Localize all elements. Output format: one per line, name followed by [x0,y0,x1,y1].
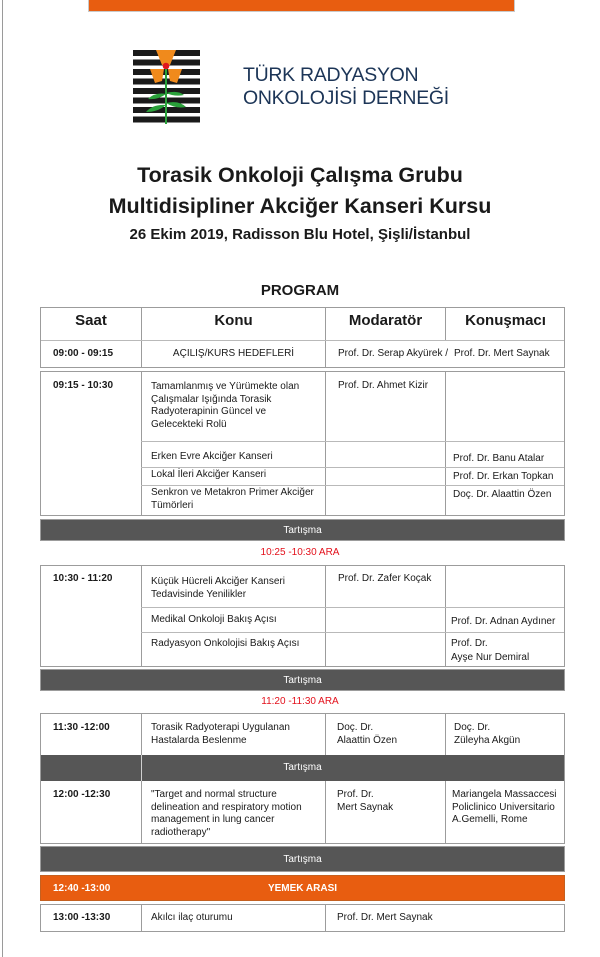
session-time: 10:30 - 11:20 [53,573,113,584]
session-moderator-line1: Prof. Dr. [337,789,374,800]
session-time: 12:00 -12:30 [53,789,111,800]
session-moderator: Prof. Dr. Zafer Koçak [338,573,432,584]
session-topic: Küçük Hücreli Akciğer Kanseri Tedavisinde Yenilikler [151,576,285,600]
page-border [2,0,3,957]
session-time: 09:00 - 09:15 [53,348,114,359]
program-heading: PROGRAM [260,282,340,299]
top-accent-bar [88,0,515,12]
session-topic: Akılcı ilaç oturumu [151,912,233,923]
break-label: 11:20 -11:30 ARA [261,696,339,707]
session-moderator: Prof. Dr. Serap Akyürek / [338,348,449,359]
session-speaker-line1: Mariangela Massaccesi [452,789,557,800]
break-label: 10:25 -10:30 ARA [260,547,340,558]
session-time: 09:15 - 10:30 [53,380,114,391]
discussion-band: Tartışma [40,669,565,691]
discussion-band: Tartışma [40,846,565,872]
session-topic: Erken Evre Akciğer Kanseri [151,451,273,462]
session-speaker-line3: A.Gemelli, Rome [452,814,528,825]
session-moderator: Prof. Dr. Ahmet Kizir [338,380,429,391]
session-moderator: Prof. Dr. Mert Saynak [337,912,433,923]
session-block-3 [40,565,565,667]
event-date-venue: 26 Ekim 2019, Radisson Blu Hotel, Şişli/İstanbul [129,226,471,243]
header-speaker: Konuşmacı [465,312,546,329]
header-topic: Konu [214,312,253,329]
title-line2: Multidisipliner Akciğer Kanseri Kursu [108,194,492,218]
session-time: 13:00 -13:30 [53,912,111,923]
session-speaker: Prof. Dr. Adnan Aydıner [451,616,556,627]
session-time: 11:30 -12:00 [53,722,110,733]
lunch-label: YEMEK ARASI [267,883,338,894]
header-time: Saat [75,312,107,329]
discussion-band: Tartışma [40,519,565,541]
org-name-line1: TÜRK RADYASYON [243,64,419,86]
session-block-4 [40,713,565,844]
lunch-band [40,875,565,901]
session-speaker-line2: Züleyha Akgün [454,734,521,746]
org-name-line2: ONKOLOJİSİ DERNEĞİ [243,87,449,109]
session-moderator-line2: Alaattin Özen [337,734,398,746]
session-topic: Senkron ve Metakron Primer Akciğer Tümörleri [151,487,314,511]
session-speaker: Prof. Dr. Mert Saynak [454,348,550,359]
title-line1: Torasik Onkoloji Çalışma Grubu [137,163,463,187]
session-topic: Tamamlanmış ve Yürümekte olan Çalışmalar Işığında Torasik Radyoterapinin Güncel ve Gelecekteki Rolü [151,381,300,430]
session-speaker-line1: Prof. Dr. [451,638,488,649]
table-header-block [40,307,565,368]
trod-logo-icon [133,50,200,125]
session-speaker: Prof. Dr. Banu Atalar [453,453,545,464]
session-speaker-line2: Ayşe Nur Demiral [451,652,530,663]
session-speaker: Prof. Dr. Erkan Topkan [453,471,554,482]
lunch-time: 12:40 -13:00 [53,883,111,894]
discussion-band: Tartışma [283,762,322,773]
session-block-6 [40,904,565,932]
session-speaker-line2: Policlinico Universitario [452,801,555,813]
session-moderator-line1: Doç. Dr. [337,722,374,733]
session-topic: Radyasyon Onkolojisi Bakış Açısı [151,638,300,649]
session-topic: Torasik Radyoterapi Uygulanan Hastalarda Beslenme [151,722,290,746]
org-name [243,64,449,110]
session-moderator-line2: Mert Saynak [337,801,394,813]
session-topic: Medikal Onkoloji Bakış Açısı [151,614,277,625]
session-speaker-line1: Doç. Dr. [454,722,491,733]
session-block-2 [40,371,565,516]
session-topic: AÇILIŞ/KURS HEDEFLERİ [172,348,295,359]
header-moderator: Modaratör [348,312,423,329]
session-topic: "Target and normal structure delineation and respiratory motion management in lung cancer radiotherapy" [151,789,302,838]
session-topic: Lokal İleri Akciğer Kanseri [151,469,267,480]
session-speaker: Doç. Dr. Alaattin Özen [453,489,552,500]
